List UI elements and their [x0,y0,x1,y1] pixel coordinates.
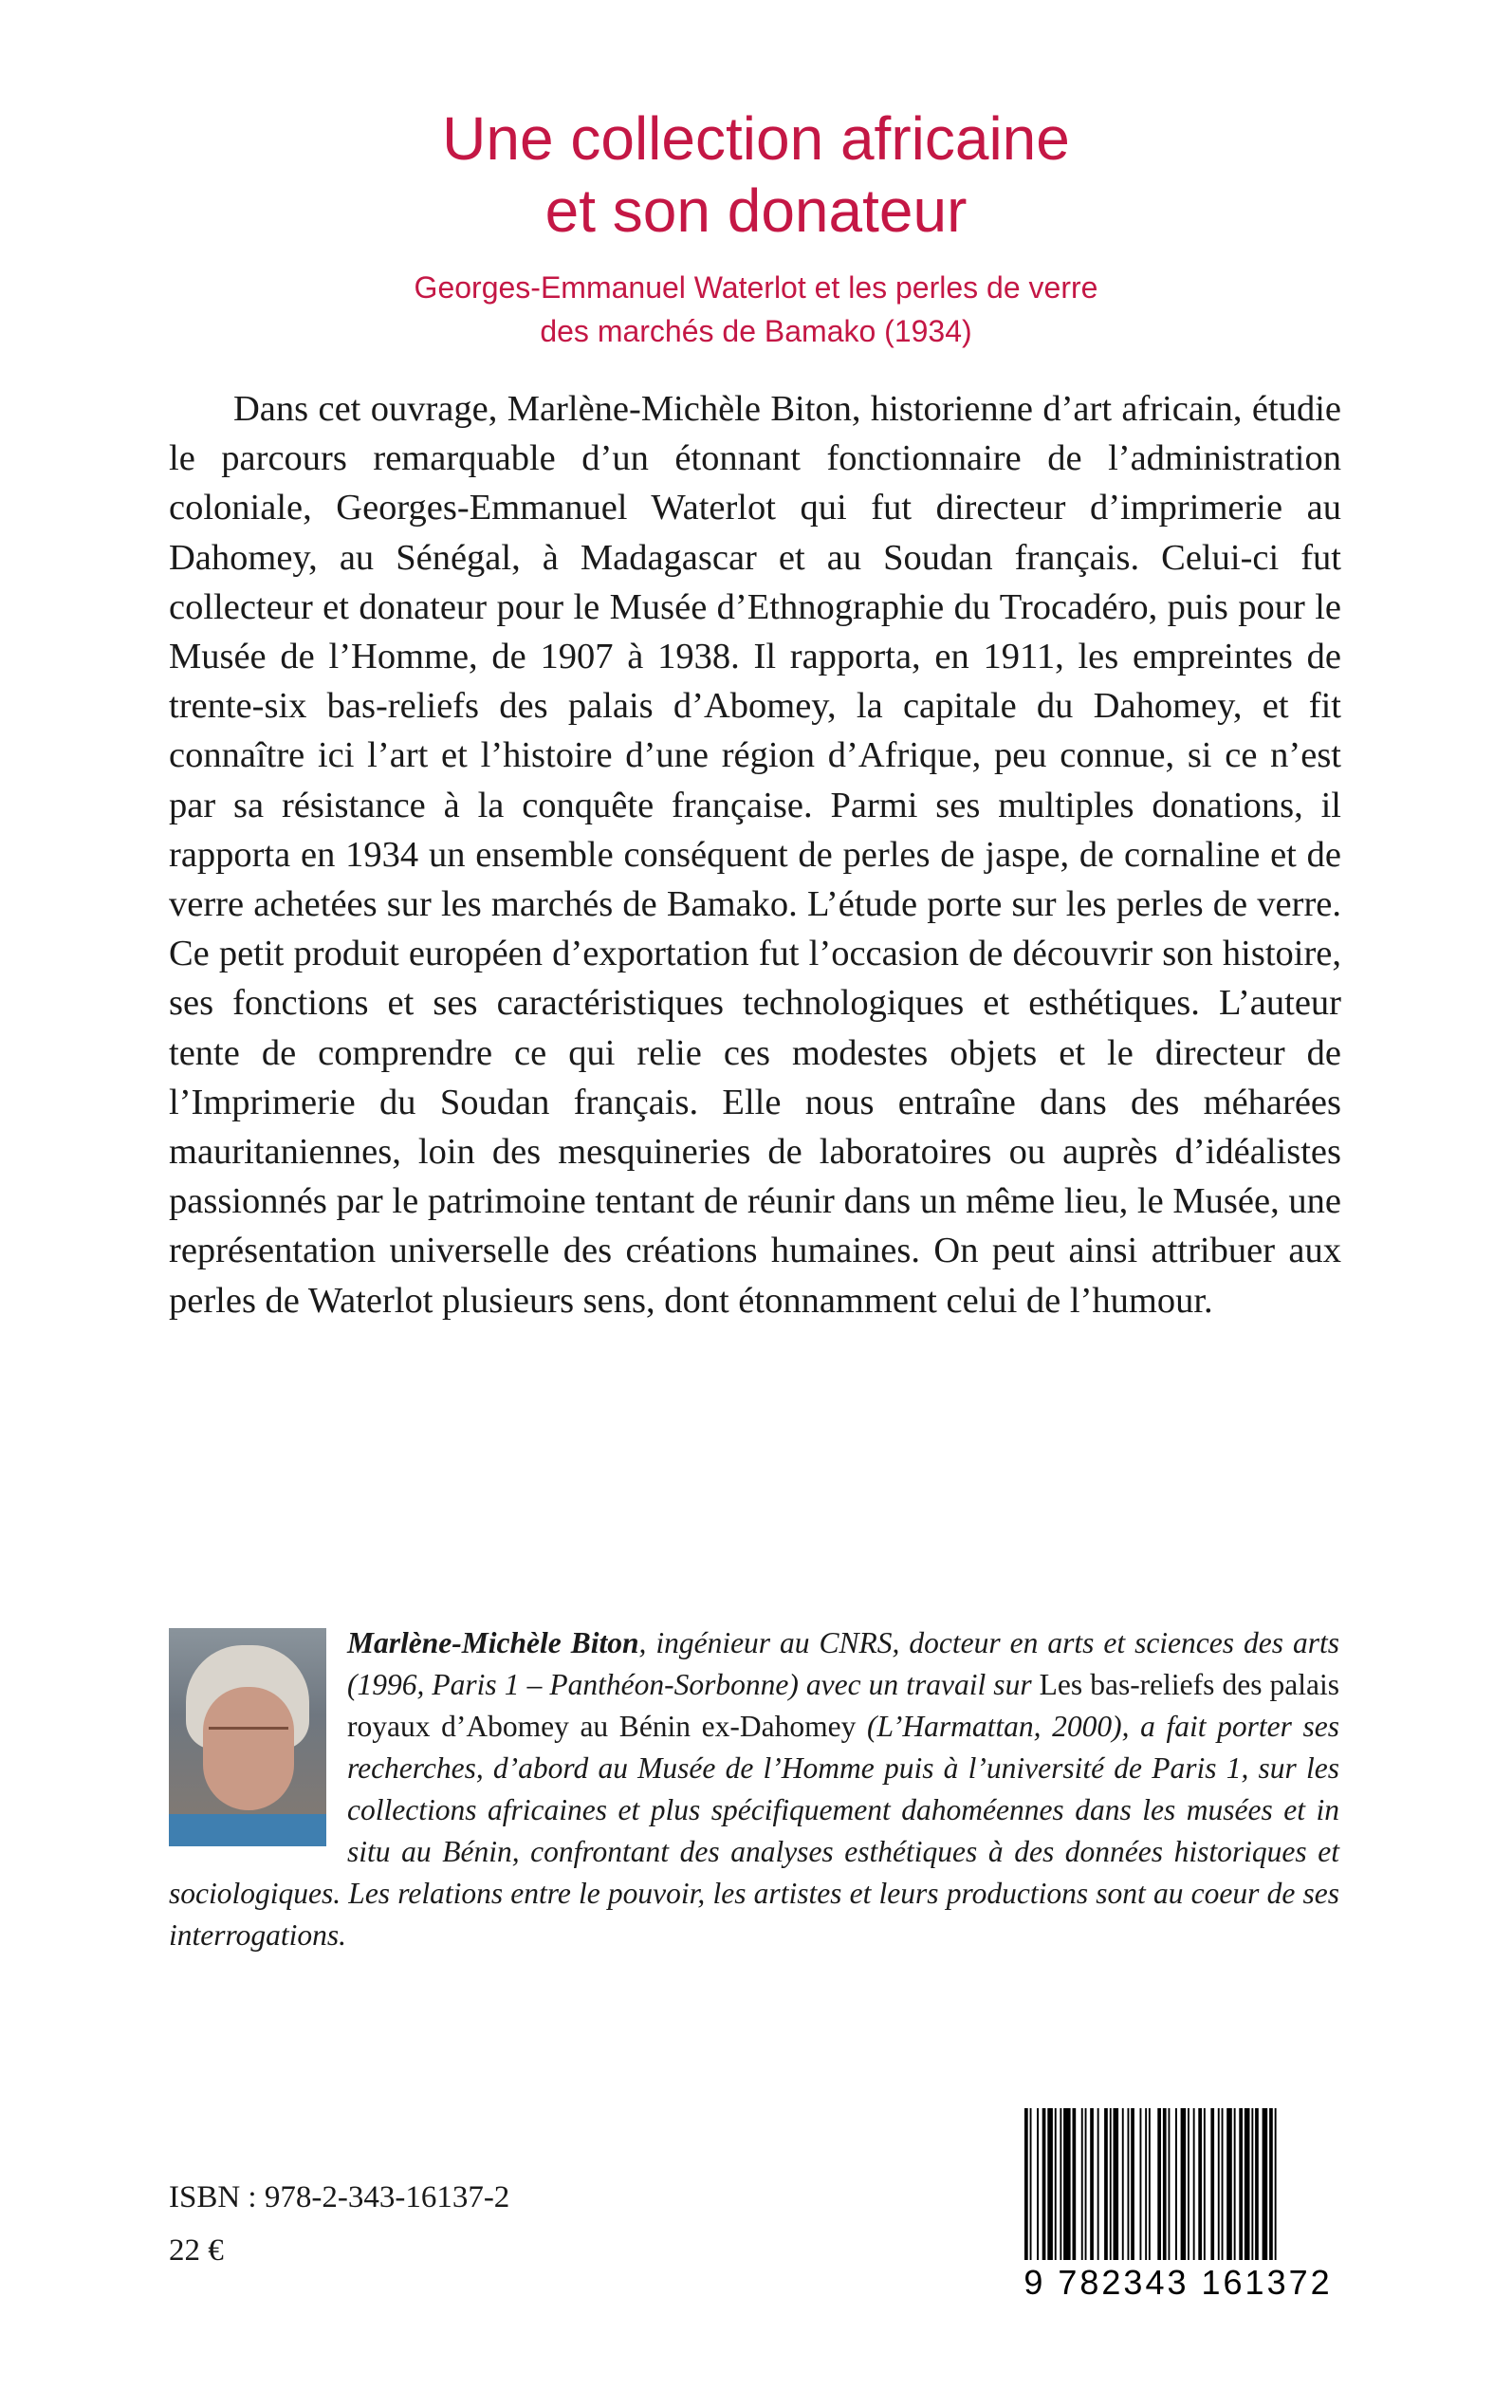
book-subtitle [0,266,1512,353]
subtitle-line-2: des marchés de Bamako (1934) [540,314,972,348]
author-bio-part-2: (L’Harmattan, 2000), a fait porter ses recherches, d’abord au Musée de l’Homme puis à l’université de Paris 1, sur les collections africaines et plus spécifiquement dahoméennes dans les musées et in situ au Bénin, confrontant des analyses esthétiques à des données historiques et sociologiques. Les relations entre le pouvoir, les artistes et leurs productions sont au coeur de ses interrogations. [169,1710,1339,1952]
author-photo [169,1628,326,1846]
subtitle-line-1: Georges-Emmanuel Waterlot et les perles de verre [414,270,1098,305]
book-summary: Dans cet ouvrage, Marlène-Michèle Biton, historienne d’art africain, étudie le parcours remarquable d’un étonnant fonctionnaire de l’administration coloniale, Georges-Emmanuel Waterlot qui fut directeur d’imprimerie au Dahomey, au Sénégal, à Madagascar et au Soudan français. Celui-ci fut collecteur et donateur pour le Musée d’Ethnographie du Trocadéro, puis pour le Musée de l’Homme, de 1907 à 1938. Il rapporta, en 1911, les empreintes de trente-six bas-reliefs des palais d’Abomey, la capitale du Dahomey, et fit connaître ici l’art et l’histoire d’une région d’Afrique, peu connue, si ce n’est par sa résistance à la conquête française. Parmi ses multiples donations, il rapporta en 1934 un ensemble conséquent de perles de jaspe, de cornaline et de verre achetées sur les marchés de Bamako. L’étude porte sur les perles de verre. Ce petit produit européen d’exportation fut l’occasion de découvrir son histoire, ses fonctions et ses caractéristiques technologiques et esthétiques. L’auteur tente de comprendre ce qui relie ces modestes objets et le directeur de l’Imprimerie du Soudan français. Elle nous entraîne dans des méharées mauritaniennes, loin des mesquineries de laboratoires ou auprès d’idéalistes passionnés par le patrimoine tentant de réunir dans un même lieu, le Musée, une représentation universelle des créations humaines. On peut ainsi attribuer aux perles de Waterlot plusieurs sens, dont étonnamment celui de l’humour. [169,389,1341,1321]
barcode-digits: 9 782343 161372 [1023,2263,1333,2302]
book-title [0,102,1512,247]
author-name: Marlène-Michèle Biton [347,1626,639,1659]
title-line-1: Une collection africaine [442,104,1070,173]
barcode [1007,2099,1349,2306]
barcode-bars [1024,2108,1332,2260]
price: 22 € [169,2233,224,2268]
title-line-2: et son donateur [544,176,968,245]
author-book-title: Les bas-reliefs des palais royaux d’Abomey au Bénin ex-Dahomey [347,1668,1339,1743]
author-bio [169,1622,1339,1956]
author-bio-part-1: , ingénieur au CNRS, docteur en arts et sciences des arts (1996, Paris 1 – Panthéon-Sorbonne) avec un travail sur [347,1626,1339,1701]
isbn: ISBN : 978-2-343-16137-2 [169,2180,510,2214]
